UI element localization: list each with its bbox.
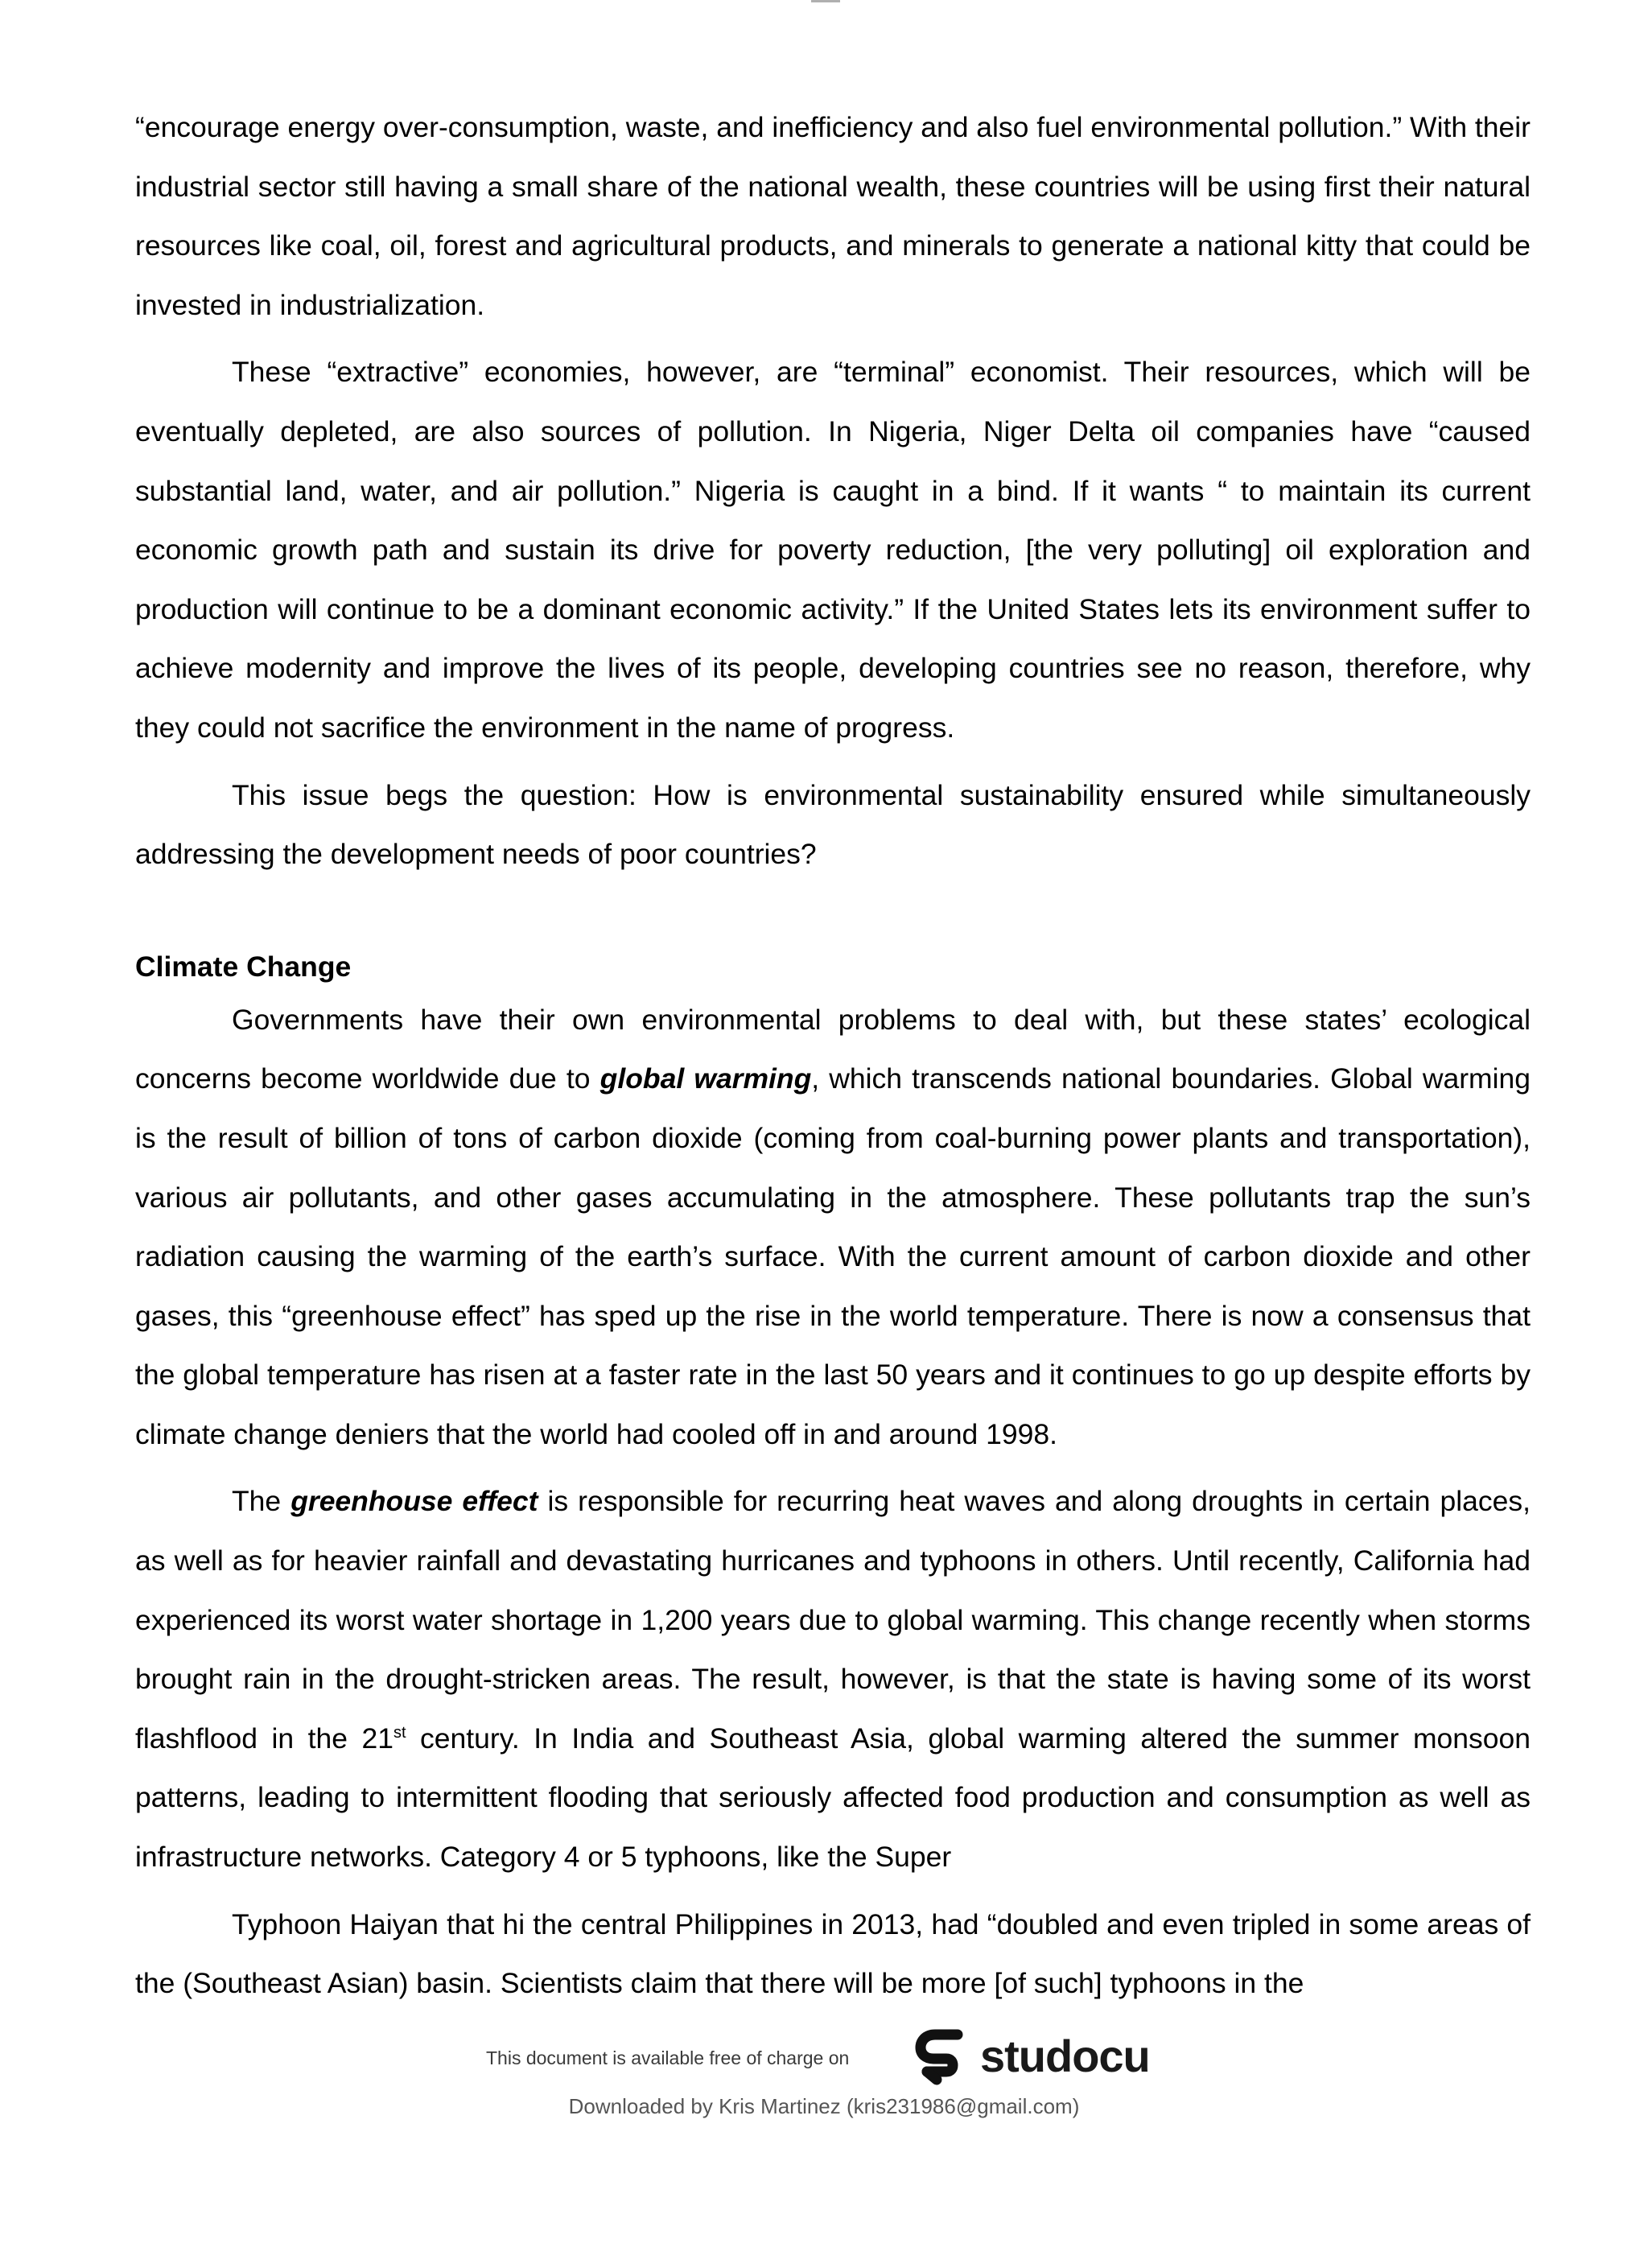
- ordinal-superscript: st: [393, 1724, 406, 1742]
- availability-text: This document is available free of charge on: [486, 2047, 850, 2068]
- paragraph-text: Governments have their own environmental problems to deal with, but these states’ ecological concerns become worldwide due to: [135, 1003, 1531, 1095]
- paragraph-text: Typhoon Haiyan that hi the central Philippines in 2013, had “doubled and even tripled in some areas of the (Southeast Asian) basin. Scientists claim that there will be more [of such] typhoons in the: [135, 1907, 1531, 2000]
- paragraph-text: This issue begs the question: How is environmental sustainability ensured while simultaneously addressing the development needs of poor countries?: [135, 778, 1531, 871]
- paragraph-p3: [135, 766, 1531, 885]
- intro-paragraphs: [135, 98, 1531, 885]
- studocu-brand-name: studocu: [980, 2030, 1150, 2081]
- paragraph-text: , which transcends national boundaries. Global warming is the result of billion of tons of carbon dioxide (coming from coal-burning power plants and transportation), various air pollutants, and other gases accumulating in the atmosphere. These pollutants trap the sun’s radiation causing the warming of the earth’s surface. With the current amount of carbon dioxide and other gases, this “greenhouse effect” has sped up the rise in the world temperature. There is now a consensus that the global temperature has risen at a faster rate in the last 50 years and it continues to go up despite efforts by climate change deniers that the world had cooled off in and around 1998.: [135, 1062, 1531, 1450]
- section-paragraphs: [135, 991, 1531, 2014]
- paragraph-p4: [135, 991, 1531, 1465]
- paragraph-text: is responsible for recurring heat waves and along droughts in certain places, as well as for heavier rainfall and devastating hurricanes and typhoons in others. Until recently, California had experienced its worst water shortage in 1,200 years due to global warming. This change recently when storms brought rain in the drought-stricken areas. The result, however, is that the state is having some of its worst flashflood in the 21: [135, 1485, 1531, 1755]
- downloaded-by-text: Downloaded by Kris Martinez (kris231986@gmail.com): [568, 2094, 1080, 2118]
- paragraph-p1: [135, 98, 1531, 335]
- paragraph-text: “encourage energy over-consumption, waste, and inefficiency and also fuel environmental pollution.” With their industrial sector still having a small share of the national wealth, these countries will be using first their natural resources like coal, oil, forest and agricultural products, and minerals to generate a national kitty that could be invested in industrialization.: [135, 111, 1531, 321]
- paragraph-text: century. In India and Southeast Asia, global warming altered the summer monsoon patterns, leading to intermittent flooding that seriously affected food production and consumption as well as infrastructure networks. Category 4 or 5 typhoons, like the Super: [135, 1722, 1531, 1874]
- emphasized-term: global warming: [599, 1062, 812, 1095]
- paragraph-p6: [135, 1895, 1531, 2014]
- document-page: [135, 98, 1531, 2014]
- paragraph-text: These “extractive” economies, however, are “terminal” economist. Their resources, which will be eventually depleted, are also sources of pollution. In Nigeria, Niger Delta oil companies have “caused substantial land, water, and air pollution.” Nigeria is caught in a bind. If it wants “ to maintain its current economic growth path and sustain its drive for poverty reduction, [the very polluting] oil exploration and production will continue to be a dominant economic activity.” If the United States lets its environment suffer to achieve modernity and improve the lives of its people, developing countries see no reason, therefore, why they could not sacrifice the environment in the name of progress.: [135, 356, 1531, 744]
- studocu-brand-link[interactable]: [911, 2023, 1150, 2088]
- emphasized-term: greenhouse effect: [290, 1485, 538, 1518]
- studocu-logo-icon: [911, 2023, 975, 2088]
- paragraph-p5: [135, 1472, 1531, 1887]
- paragraph-text: The: [232, 1485, 291, 1518]
- paragraph-p2: [135, 343, 1531, 757]
- section-heading: Climate Change: [135, 950, 352, 983]
- page-footer: [0, 2023, 1648, 2120]
- page-top-mark: [811, 0, 840, 2]
